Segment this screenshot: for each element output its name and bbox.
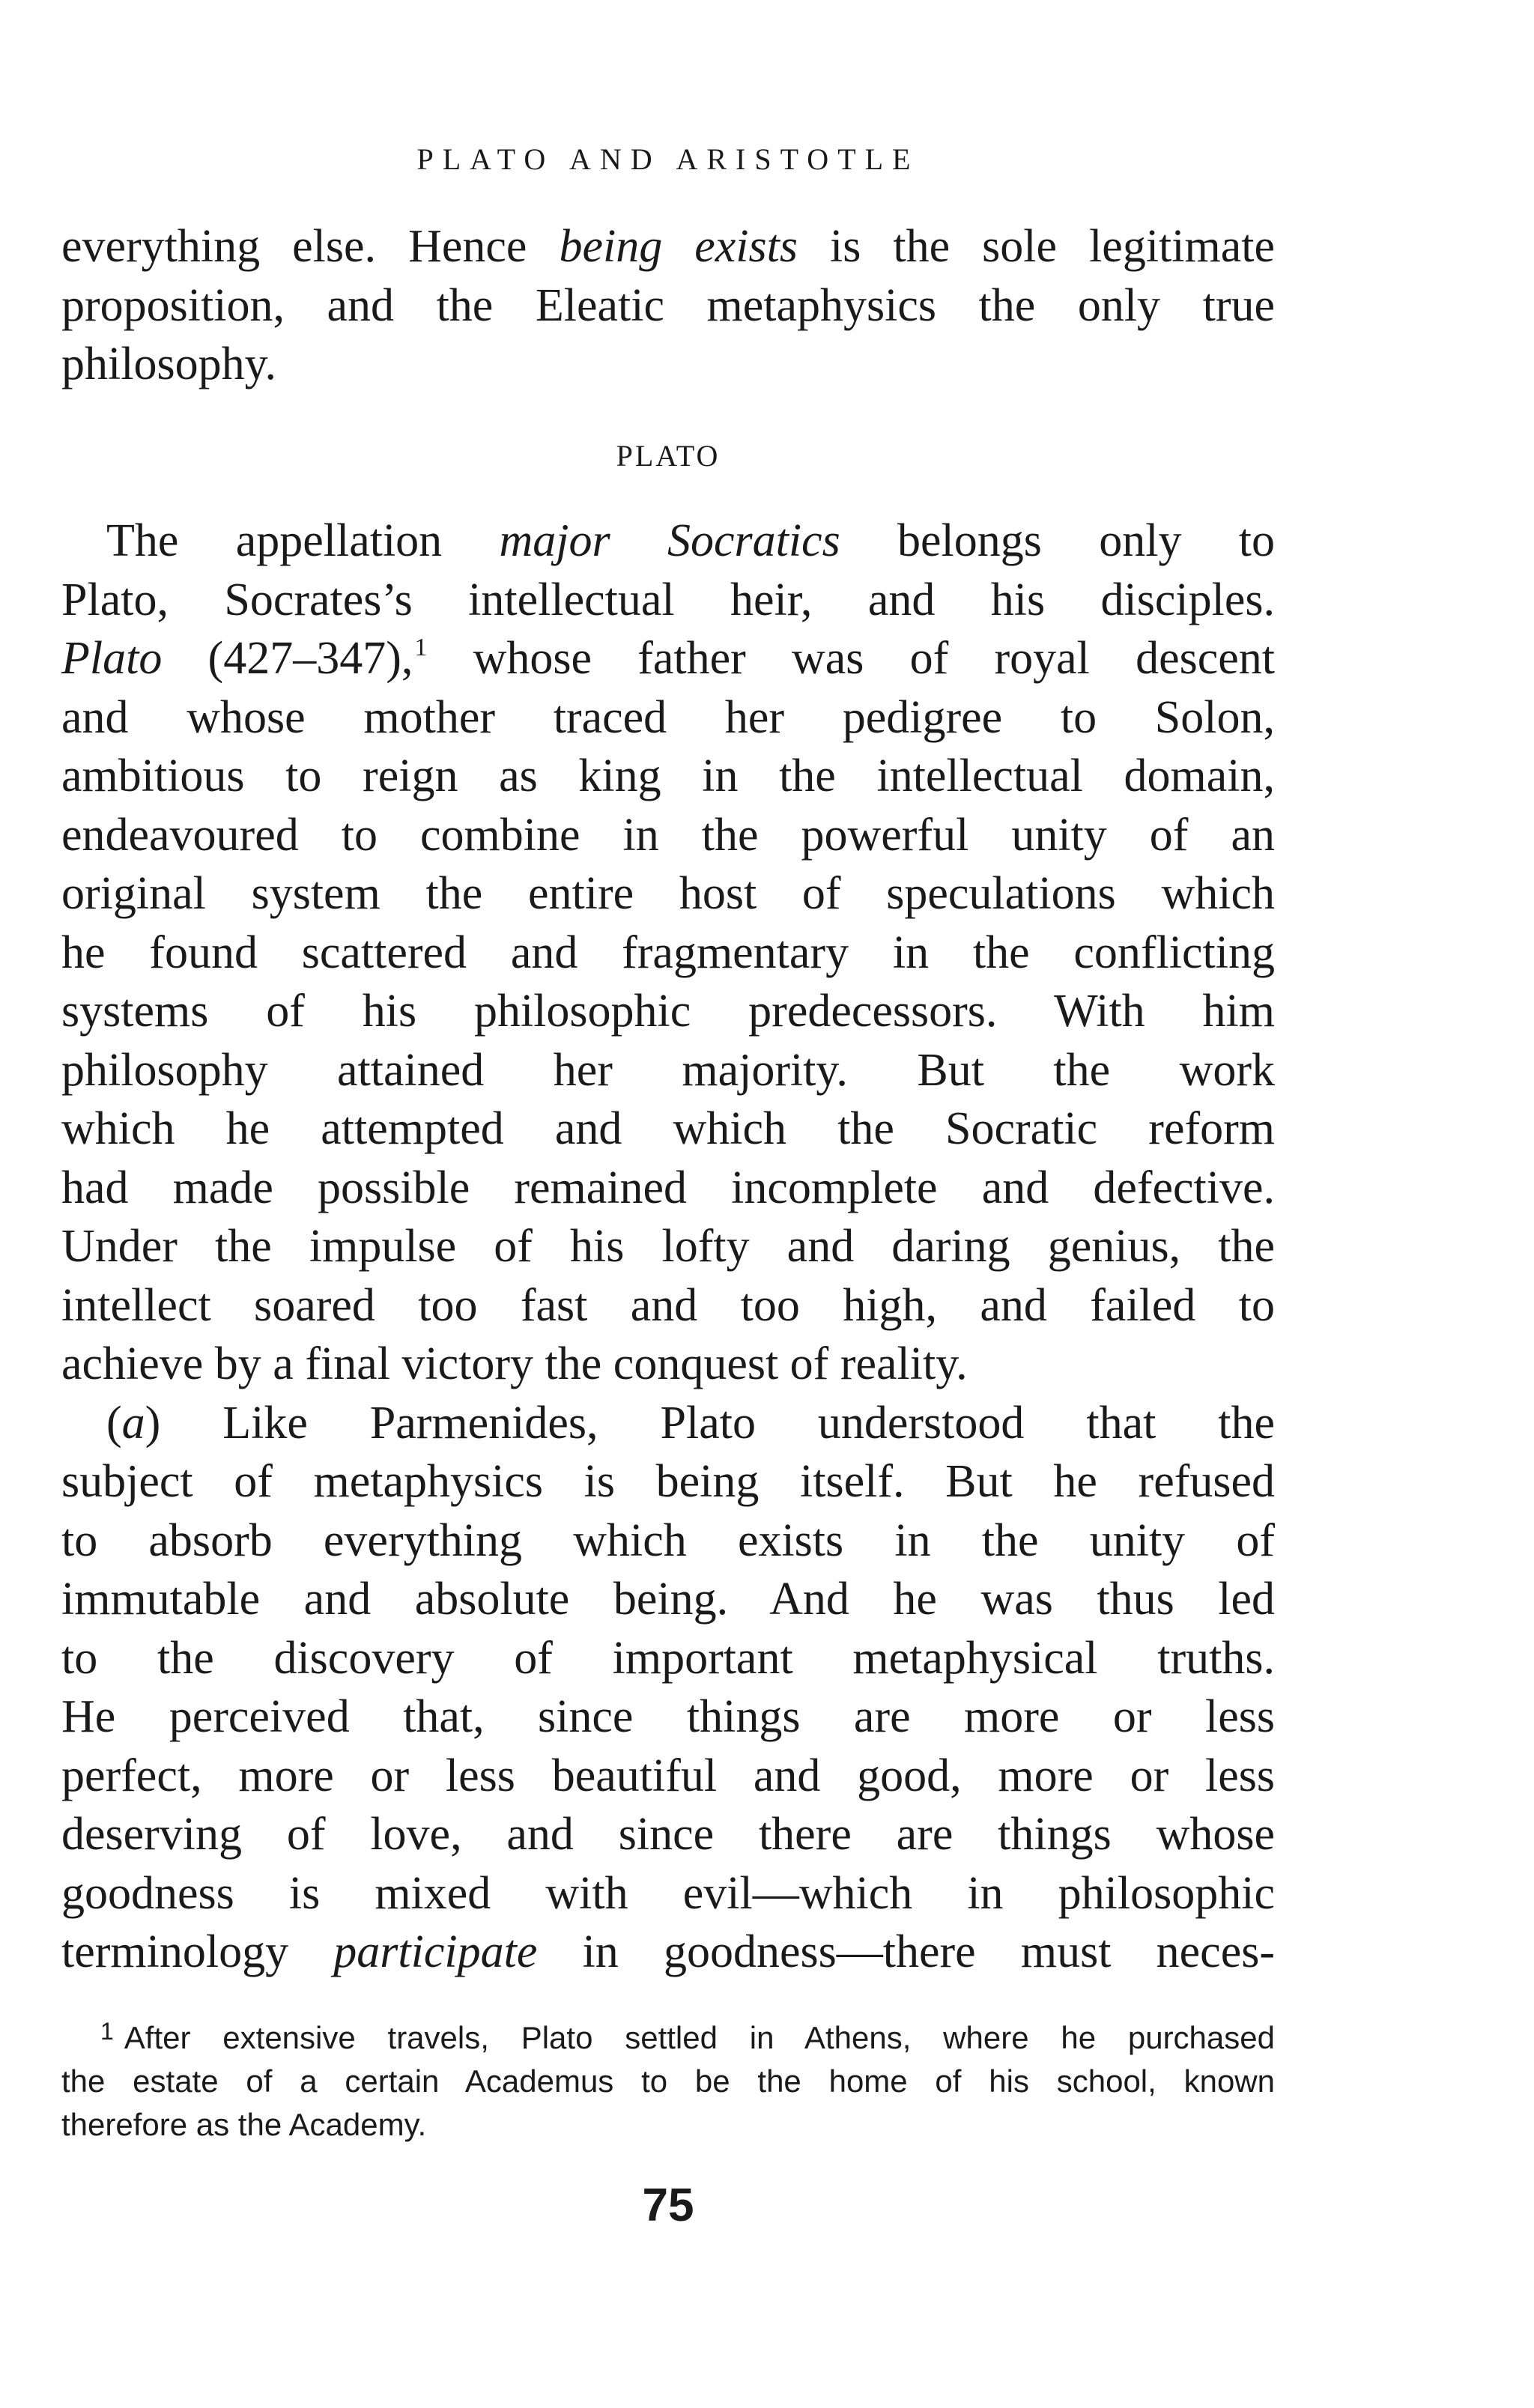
text-line: had made possible remained incomplete and defective. [61,1162,1275,1213]
emphasis: Plato [61,633,163,684]
text-line: Plato (427–347),$^1$ whose father was of royal descent [61,633,1275,684]
footnote [61,2016,1275,2147]
text-line: goodness is mixed with evil—which in philosophic [61,1867,1275,1919]
text-line: proposition, and the Eleatic metaphysics the only true [61,279,1275,331]
text-line: to absorb everything which exists in the unity of [61,1514,1275,1566]
text-line: Under the impulse of his lofty and daring genius, the [61,1221,1275,1272]
text-line: The appellation major Socratics belongs only to [106,515,1275,566]
intro-paragraph [61,217,1275,394]
footnote-marker: 1 [100,2018,114,2045]
text-line: subject of metaphysics is being itself. But he refused [61,1456,1275,1507]
text-line: He perceived that, since things are more or less [61,1691,1275,1742]
text-line: Plato, Socrates’s intellectual heir, and his disciples. [61,574,1275,625]
text-line: everything else. Hence being exists is the sole legitimate [61,221,1275,272]
text-line: endeavoured to combine in the powerful unity of an [61,809,1275,861]
emphasis: a [121,1397,145,1449]
section-heading: PLATO [616,439,721,473]
emphasis: being exists [559,221,798,272]
text-line: and whose mother traced her pedigree to Solon, [61,691,1275,743]
footnote-reference[interactable]: 1 [414,634,428,661]
text-line: perfect, more or less beautiful and good, more or less [61,1750,1275,1801]
text-line: philosophy attained her majority. But the work [61,1044,1275,1096]
running-head: PLATO AND ARISTOTLE [416,142,920,176]
footnote-line: the estate of a certain Academus to be the home of his school, known [61,2063,1275,2099]
text-line: deserving of love, and since there are things whose [61,1809,1275,1860]
text-line: philosophy. [61,339,277,389]
text-line: terminology participate in goodness—there must neces- [61,1926,1275,1977]
text-line: intellect soared too fast and too high, and failed to [61,1279,1275,1331]
footnote-line: therefore as the Academy. [61,2107,427,2142]
footnote-line: $^1$ After extensive travels, Plato settled in Athens, where he purchased [100,2018,1275,2055]
text-line: systems of his philosophic predecessors. With him [61,986,1275,1037]
text-line: original system the entire host of speculations which [61,868,1275,919]
text-line: ambitious to reign as king in the intellectual domain, [61,750,1275,801]
text-line: (a) Like Parmenides, Plato understood that the [106,1397,1275,1449]
emphasis: participate [333,1926,538,1977]
text-line: immutable and absolute being. And he was thus led [61,1574,1275,1625]
body-paragraphs [61,512,1275,1982]
page-number: 75 [642,2180,694,2231]
emphasis: major Socratics [499,515,840,566]
text-line: to the discovery of important metaphysical truths. [61,1632,1275,1684]
text-line: he found scattered and fragmentary in the conflicting [61,926,1275,978]
text-line: achieve by a final victory the conquest of reality. [61,1338,968,1389]
text-line: which he attempted and which the Socratic reform [61,1103,1275,1154]
